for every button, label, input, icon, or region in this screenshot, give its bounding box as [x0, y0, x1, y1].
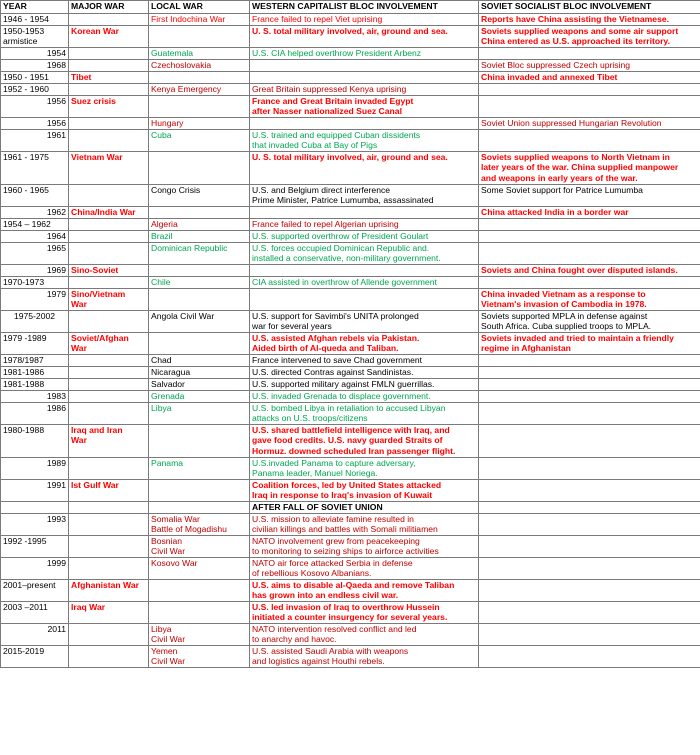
local-war-cell — [149, 580, 250, 602]
local-war-cell — [149, 602, 250, 624]
soviet-cell — [479, 96, 700, 118]
western-cell — [250, 265, 479, 277]
soviet-cell — [479, 391, 700, 403]
major-war-cell — [69, 243, 149, 265]
soviet-cell: Soviet Union suppressed Hungarian Revolution — [479, 118, 700, 130]
local-war-cell: Czechoslovakia — [149, 60, 250, 72]
local-war-cell: Kenya Emergency — [149, 84, 250, 96]
table-row — [1, 96, 700, 118]
year-cell: 1993 — [1, 514, 69, 536]
year-cell: 1978/1987 — [1, 355, 69, 367]
year-cell: 1946 - 1954 — [1, 14, 69, 26]
local-war-cell: Panama — [149, 458, 250, 480]
year-cell: 2001–present — [1, 580, 69, 602]
western-cell: France intervened to save Chad government — [250, 355, 479, 367]
soviet-cell — [479, 480, 700, 502]
local-war-cell — [149, 480, 250, 502]
year-cell: 1964 — [1, 231, 69, 243]
local-war-cell — [149, 26, 250, 48]
soviet-cell: China invaded and annexed Tibet — [479, 72, 700, 84]
western-cell: U.S. directed Contras against Sandinistas. — [250, 367, 479, 379]
western-cell: CIA assisted in overthrow of Allende government — [250, 277, 479, 289]
soviet-cell: China invaded Vietnam as a response to Vietnam's invasion of Cambodia in 1978. — [479, 289, 700, 311]
local-war-cell: Angola Civil War — [149, 311, 250, 333]
major-war-cell — [69, 84, 149, 96]
year-cell — [1, 502, 69, 514]
year-cell: 1991 — [1, 480, 69, 502]
soviet-cell: Soviets supported MPLA in defense against South Africa. Cuba supplied troops to MPLA. — [479, 311, 700, 333]
table-row — [1, 425, 700, 458]
major-war-cell — [69, 514, 149, 536]
western-cell — [250, 289, 479, 311]
year-cell: 1992 -1995 — [1, 536, 69, 558]
table-row — [1, 84, 700, 96]
year-cell: 2003 –2011 — [1, 602, 69, 624]
soviet-cell — [479, 558, 700, 580]
year-cell: 1989 — [1, 458, 69, 480]
table-row — [1, 289, 700, 311]
western-cell: U.S. led invasion of Iraq to overthrow Hussein initiated a counter insurgency for several years. — [250, 602, 479, 624]
table-row — [1, 458, 700, 480]
major-war-cell: Vietnam War — [69, 152, 149, 185]
table-row — [1, 602, 700, 624]
year-cell: 1979 -1989 — [1, 333, 69, 355]
table-row — [1, 580, 700, 602]
soviet-cell — [479, 602, 700, 624]
western-cell — [250, 72, 479, 84]
local-war-cell: Libya — [149, 403, 250, 425]
year-cell: 1968 — [1, 60, 69, 72]
soviet-cell: Some Soviet support for Patrice Lumumba — [479, 185, 700, 207]
western-cell: NATO air force attacked Serbia in defense of rebellious Kosovo Albanians. — [250, 558, 479, 580]
local-war-cell: Bosnian Civil War — [149, 536, 250, 558]
major-war-cell — [69, 536, 149, 558]
western-cell: France failed to repel Algerian uprising — [250, 219, 479, 231]
soviet-cell — [479, 219, 700, 231]
western-cell: U.S. shared battlefield intelligence with Iraq, and gave food credits. U.S. navy guarded Straits of Hormuz. downed scheduled Iran passenger flight. — [250, 425, 479, 458]
major-war-cell: Sino-Soviet — [69, 265, 149, 277]
table-row — [1, 379, 700, 391]
year-cell: 1950-1953 armistice — [1, 26, 69, 48]
header-major-war: MAJOR WAR — [69, 1, 149, 14]
year-cell: 1961 — [1, 130, 69, 152]
year-cell: 1965 — [1, 243, 69, 265]
major-war-cell — [69, 403, 149, 425]
year-cell: 1956 — [1, 118, 69, 130]
local-war-cell — [149, 425, 250, 458]
major-war-cell — [69, 391, 149, 403]
header-local-war: LOCAL WAR — [149, 1, 250, 14]
major-war-cell — [69, 558, 149, 580]
table-row — [1, 72, 700, 84]
table-row — [1, 624, 700, 646]
western-cell: U.S. aims to disable al-Qaeda and remove Taliban has grown into an endless civil war. — [250, 580, 479, 602]
soviet-cell: China attacked India in a border war — [479, 207, 700, 219]
western-cell: U.S. trained and equipped Cuban dissidents that invaded Cuba at Bay of Pigs — [250, 130, 479, 152]
table-row — [1, 130, 700, 152]
soviet-cell — [479, 277, 700, 289]
section-row-after-soviet-fall — [1, 502, 700, 514]
year-cell: 1980-1988 — [1, 425, 69, 458]
year-cell: 1950 - 1951 — [1, 72, 69, 84]
soviet-cell — [479, 403, 700, 425]
local-war-cell — [149, 502, 250, 514]
soviet-cell — [479, 502, 700, 514]
table-row — [1, 646, 700, 668]
table-row — [1, 311, 700, 333]
soviet-cell — [479, 580, 700, 602]
local-war-cell: Chile — [149, 277, 250, 289]
western-cell: U.S. supported overthrow of President Goulart — [250, 231, 479, 243]
western-cell: U.S. mission to alleviate famine resulted in civilian killings and battles with Somali militiamen — [250, 514, 479, 536]
year-cell: 1999 — [1, 558, 69, 580]
western-cell: U.S. forces occupied Dominican Republic and. installed a conservative, non-military government. — [250, 243, 479, 265]
year-cell: 1979 — [1, 289, 69, 311]
western-cell: U.S. support for Savimbi's UNITA prolonged war for several years — [250, 311, 479, 333]
year-cell: 1970-1973 — [1, 277, 69, 289]
major-war-cell — [69, 185, 149, 207]
table-row — [1, 118, 700, 130]
soviet-cell — [479, 355, 700, 367]
local-war-cell: Algeria — [149, 219, 250, 231]
table-row — [1, 480, 700, 502]
western-cell: France and Great Britain invaded Egypt after Nasser nationalized Suez Canal — [250, 96, 479, 118]
table-row — [1, 367, 700, 379]
western-cell: U.S. and Belgium direct interference Prime Minister, Patrice Lumumba, assassinated — [250, 185, 479, 207]
local-war-cell — [149, 152, 250, 185]
western-cell: U.S. CIA helped overthrow President Arbenz — [250, 48, 479, 60]
table-row — [1, 355, 700, 367]
table-row — [1, 277, 700, 289]
local-war-cell: Congo Crisis — [149, 185, 250, 207]
western-cell: U.S. invaded Grenada to displace government. — [250, 391, 479, 403]
table-row — [1, 207, 700, 219]
local-war-cell — [149, 333, 250, 355]
year-cell: 1961 - 1975 — [1, 152, 69, 185]
major-war-cell — [69, 231, 149, 243]
western-cell — [250, 118, 479, 130]
major-war-cell — [69, 367, 149, 379]
header-row — [1, 1, 700, 14]
year-cell: 1986 — [1, 403, 69, 425]
table-row — [1, 14, 700, 26]
local-war-cell: Hungary — [149, 118, 250, 130]
soviet-cell: Soviets supplied weapons to North Vietnam in later years of the war. China supplied manpower and weapons in early years of the war. — [479, 152, 700, 185]
year-cell: 1952 - 1960 — [1, 84, 69, 96]
year-cell: 1960 - 1965 — [1, 185, 69, 207]
year-cell: 1983 — [1, 391, 69, 403]
local-war-cell: Yemen Civil War — [149, 646, 250, 668]
year-cell: 1954 — [1, 48, 69, 60]
year-cell: 1981-1988 — [1, 379, 69, 391]
table-row — [1, 26, 700, 48]
major-war-cell: Suez crisis — [69, 96, 149, 118]
major-war-cell: Korean War — [69, 26, 149, 48]
local-war-cell — [149, 96, 250, 118]
soviet-cell — [479, 646, 700, 668]
table-row — [1, 243, 700, 265]
table-row — [1, 219, 700, 231]
table-row — [1, 333, 700, 355]
western-cell: Coalition forces, led by United States attacked Iraq in response to Iraq's invasion of Kuwait — [250, 480, 479, 502]
local-war-cell — [149, 265, 250, 277]
major-war-cell: Iraq and Iran War — [69, 425, 149, 458]
table-row — [1, 536, 700, 558]
local-war-cell: Libya Civil War — [149, 624, 250, 646]
soviet-cell — [479, 130, 700, 152]
local-war-cell: Somalia War Battle of Mogadishu — [149, 514, 250, 536]
local-war-cell — [149, 72, 250, 84]
table-row — [1, 185, 700, 207]
major-war-cell: Iraq War — [69, 602, 149, 624]
table-row — [1, 558, 700, 580]
local-war-cell — [149, 289, 250, 311]
major-war-cell — [69, 379, 149, 391]
soviet-cell — [479, 536, 700, 558]
local-war-cell: First Indochina War — [149, 14, 250, 26]
soviet-cell — [479, 379, 700, 391]
major-war-cell — [69, 355, 149, 367]
local-war-cell: Guatemala — [149, 48, 250, 60]
major-war-cell — [69, 502, 149, 514]
soviet-cell: Reports have China assisting the Vietnamese. — [479, 14, 700, 26]
soviet-cell — [479, 231, 700, 243]
soviet-cell — [479, 367, 700, 379]
year-cell: 2015-2019 — [1, 646, 69, 668]
major-war-cell — [69, 277, 149, 289]
western-cell: U.S. assisted Afghan rebels via Pakistan. Aided birth of Al-queda and Taliban. — [250, 333, 479, 355]
major-war-cell — [69, 14, 149, 26]
table-row — [1, 403, 700, 425]
soviet-cell — [479, 425, 700, 458]
year-cell: 1981-1986 — [1, 367, 69, 379]
local-war-cell: Nicaragua — [149, 367, 250, 379]
year-cell: 1969 — [1, 265, 69, 277]
year-cell: 2011 — [1, 624, 69, 646]
western-cell: U.S. supported military against FMLN guerrillas. — [250, 379, 479, 391]
major-war-cell: Soviet/Afghan War — [69, 333, 149, 355]
western-cell: Great Britain suppressed Kenya uprising — [250, 84, 479, 96]
local-war-cell: Kosovo War — [149, 558, 250, 580]
major-war-cell — [69, 118, 149, 130]
western-cell: U.S. bombed Libya in retaliation to accused Libyan attacks on U.S. troops/citizens — [250, 403, 479, 425]
local-war-cell: Cuba — [149, 130, 250, 152]
soviet-cell: Soviets and China fought over disputed islands. — [479, 265, 700, 277]
major-war-cell — [69, 60, 149, 72]
western-cell: France failed to repel Viet uprising — [250, 14, 479, 26]
soviet-cell: Soviets invaded and tried to maintain a friendly regime in Afghanistan — [479, 333, 700, 355]
major-war-cell — [69, 311, 149, 333]
local-war-cell: Dominican Republic — [149, 243, 250, 265]
table-row — [1, 60, 700, 72]
western-cell: U. S. total military involved, air, ground and sea. — [250, 152, 479, 185]
year-cell: 1975-2002 — [1, 311, 69, 333]
western-cell: U.S. assisted Saudi Arabia with weapons and logistics against Houthi rebels. — [250, 646, 479, 668]
western-cell: U.S.invaded Panama to capture adversary, Panama leader, Manuel Noriega. — [250, 458, 479, 480]
year-cell: 1954 – 1962 — [1, 219, 69, 231]
local-war-cell: Grenada — [149, 391, 250, 403]
major-war-cell — [69, 458, 149, 480]
table-row — [1, 514, 700, 536]
major-war-cell: Tibet — [69, 72, 149, 84]
soviet-cell: Soviets supplied weapons and some air support China entered as U.S. approached its territory. — [479, 26, 700, 48]
major-war-cell: Sino/Vietnam War — [69, 289, 149, 311]
major-war-cell — [69, 219, 149, 231]
western-cell — [250, 207, 479, 219]
major-war-cell: Ist Gulf War — [69, 480, 149, 502]
table-row — [1, 48, 700, 60]
header-soviet-bloc: SOVIET SOCIALIST BLOC INVOLVEMENT — [479, 1, 700, 14]
soviet-cell — [479, 48, 700, 60]
soviet-cell — [479, 458, 700, 480]
local-war-cell: Chad — [149, 355, 250, 367]
major-war-cell: Afghanistan War — [69, 580, 149, 602]
soviet-cell — [479, 514, 700, 536]
table-row — [1, 231, 700, 243]
western-cell: NATO intervention resolved conflict and led to anarchy and havoc. — [250, 624, 479, 646]
major-war-cell: China/India War — [69, 207, 149, 219]
soviet-cell — [479, 624, 700, 646]
header-western-bloc: WESTERN CAPITALIST BLOC INVOLVEMENT — [250, 1, 479, 14]
soviet-cell — [479, 84, 700, 96]
table-body — [1, 14, 700, 668]
local-war-cell: Brazil — [149, 231, 250, 243]
table-row — [1, 391, 700, 403]
year-cell: 1956 — [1, 96, 69, 118]
major-war-cell — [69, 624, 149, 646]
major-war-cell — [69, 646, 149, 668]
section-title: AFTER FALL OF SOVIET UNION — [250, 502, 479, 514]
local-war-cell: Salvador — [149, 379, 250, 391]
local-war-cell — [149, 207, 250, 219]
western-cell — [250, 60, 479, 72]
soviet-cell — [479, 243, 700, 265]
year-cell: 1962 — [1, 207, 69, 219]
major-war-cell — [69, 130, 149, 152]
major-war-cell — [69, 48, 149, 60]
table-row — [1, 152, 700, 185]
western-cell: NATO involvement grew from peacekeeping to monitoring to seizing ships to airforce activities — [250, 536, 479, 558]
header-year: YEAR — [1, 1, 69, 14]
soviet-cell: Soviet Bloc suppressed Czech uprising — [479, 60, 700, 72]
western-cell: U. S. total military involved, air, ground and sea. — [250, 26, 479, 48]
table-row — [1, 265, 700, 277]
